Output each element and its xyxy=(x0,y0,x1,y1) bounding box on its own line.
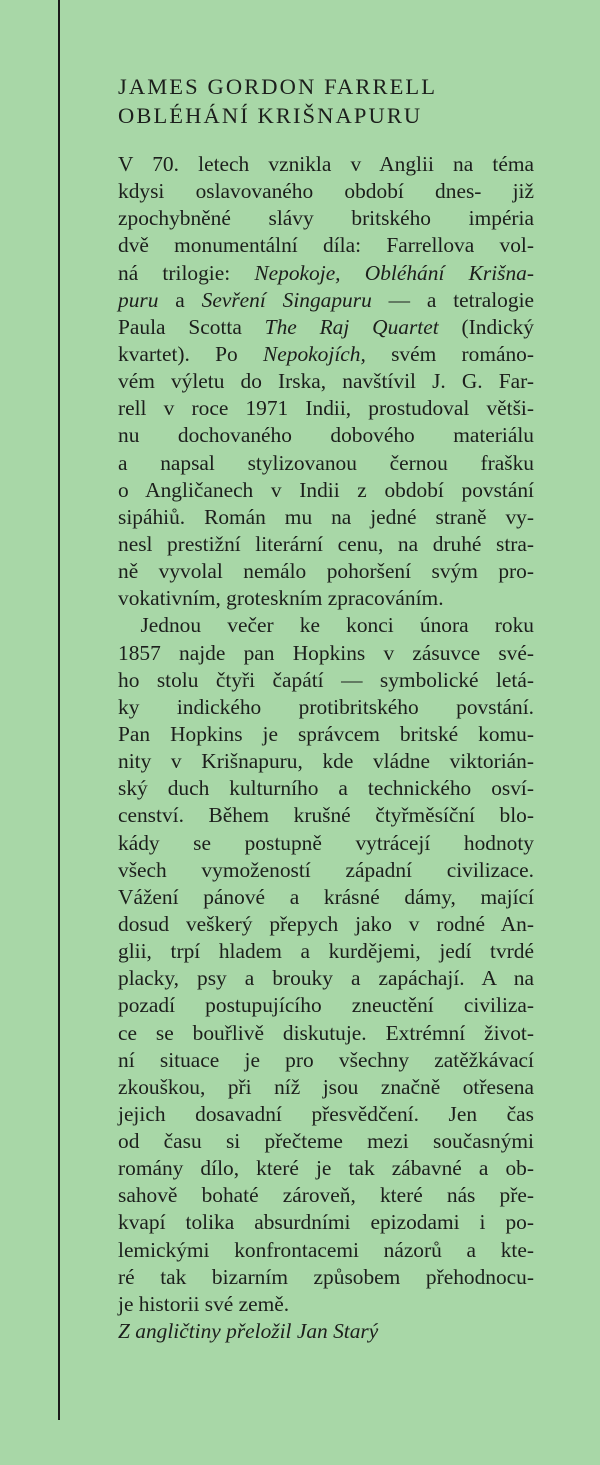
text-run: glii, trpí hladem a kurdějemi, jedí tvrdé xyxy=(118,939,534,964)
text-run: kády se postupně vytrácejí hodnoty xyxy=(118,830,534,855)
italic-text: Nepokoje, Obléhání Krišna- xyxy=(254,260,534,285)
text-line xyxy=(118,422,534,449)
text-run: Vážení pánové a krásné dámy, mající xyxy=(118,884,534,909)
text-line xyxy=(118,857,534,884)
text-line xyxy=(118,395,534,422)
text-line xyxy=(118,232,534,259)
text-run: a xyxy=(158,287,202,312)
text-run: jejich dosavadní přesvědčení. Jen čas xyxy=(118,1101,534,1126)
text-run: V 70. letech vznikla v Anglii na téma xyxy=(118,152,534,176)
text-run: nity v Krišnapuru, kde vládne viktorián- xyxy=(118,749,534,774)
text-line xyxy=(118,721,534,748)
text-line xyxy=(118,341,534,368)
text-run: ský duch kulturního a technického osví- xyxy=(118,776,534,801)
text-run: a napsal stylizovanou černou frašku xyxy=(118,450,534,475)
text-line xyxy=(118,531,534,558)
text-run: Pan Hopkins je správcem britské komu- xyxy=(118,721,534,746)
text-line xyxy=(118,450,534,477)
text-run: ní situace je pro všechny zatěžkávací xyxy=(118,1047,534,1072)
text-line xyxy=(118,314,534,341)
text-run: placky, psy a brouky a zapáchají. A na xyxy=(118,966,534,991)
text-line xyxy=(118,1291,534,1318)
italic-text: The Raj Quartet xyxy=(264,314,439,339)
text-line xyxy=(118,775,534,802)
italic-text: Nepokojích, xyxy=(263,341,366,366)
italic-text: Sevření Singapuru xyxy=(201,287,372,312)
text-run: svém románo- xyxy=(365,341,534,366)
text-line xyxy=(118,667,534,694)
text-run: 1857 najde pan Hopkins v zásuvce své- xyxy=(118,640,534,665)
text-line xyxy=(118,884,534,911)
text-run: vém výletu do Irska, navštívil J. G. Far- xyxy=(118,369,534,394)
text-run: kvartet). Po xyxy=(118,341,264,366)
text-line xyxy=(118,1047,534,1074)
text-line xyxy=(118,1209,534,1236)
text-run: zkouškou, při níž jsou značně otřesena xyxy=(118,1074,534,1099)
text-line xyxy=(118,585,534,612)
text-run: kdysi oslavovaného období dnes- již xyxy=(118,179,534,204)
text-run: lemickými konfrontacemi názorů a kte- xyxy=(118,1237,534,1262)
text-run: ré tak bizarním způsobem přehodnocu- xyxy=(118,1264,534,1289)
book-title: OBLÉHÁNÍ KRIŠNAPURU xyxy=(118,103,423,128)
text-run: dosud veškerý přepych jako v rodné An- xyxy=(118,911,534,936)
text-run: (Indický xyxy=(438,314,534,339)
text-line xyxy=(118,178,534,205)
text-run: — a tetralogie xyxy=(371,287,535,312)
text-run: kvapí tolika absurdními epizodami i po- xyxy=(118,1210,534,1235)
text-run: sipáhiů. Román mu na jedné straně vy- xyxy=(118,504,534,529)
text-line xyxy=(118,1264,534,1291)
text-line xyxy=(118,694,534,721)
book-header xyxy=(118,72,558,130)
text-run: od času si přečteme mezi současnými xyxy=(118,1129,534,1154)
text-run: Paula Scotta xyxy=(118,314,265,339)
text-line xyxy=(118,1155,534,1182)
text-line xyxy=(118,260,534,287)
text-run: romány dílo, které je tak zábavné a ob- xyxy=(118,1156,534,1181)
text-line xyxy=(118,965,534,992)
text-run: Jednou večer ke konci února roku xyxy=(140,613,534,638)
text-line xyxy=(118,911,534,938)
text-run: ce se bouřlivě diskutuje. Extrémní život- xyxy=(118,1020,534,1045)
text-run: ho stolu čtyři čapátí — symbolické letá- xyxy=(118,667,534,692)
text-line xyxy=(118,1182,534,1209)
spine-fold-line xyxy=(58,0,60,1420)
text-run: dvě monumentální díla: Farrellova vol- xyxy=(118,233,534,258)
text-line xyxy=(118,830,534,857)
text-run: ky indického protibritského povstání. xyxy=(118,694,534,719)
text-line xyxy=(118,477,534,504)
translator-credit: Z angličtiny přeložil Jan Starý xyxy=(118,1319,379,1344)
text-run: všech vymožeností západní civilizace. xyxy=(118,857,534,882)
text-line xyxy=(118,1237,534,1264)
text-run: nesl prestižní literární cenu, na druhé stra- xyxy=(118,531,534,556)
text-line xyxy=(118,640,534,667)
text-line xyxy=(118,748,534,775)
paragraph-plot xyxy=(118,612,534,1318)
text-run: sahově bohaté zároveň, které nás pře- xyxy=(118,1183,534,1208)
text-line xyxy=(118,151,534,178)
text-line xyxy=(118,287,534,314)
blurb-text xyxy=(118,151,534,1345)
text-line xyxy=(118,1074,534,1101)
text-run: o Angličanech v Indii z období povstání xyxy=(118,477,534,502)
text-line xyxy=(118,802,534,829)
text-run: pozadí postupujícího zneuctění civiliza- xyxy=(118,993,534,1018)
paragraph-intro xyxy=(118,151,534,612)
text-run: vokativním, groteskním zpracováním. xyxy=(118,586,444,611)
italic-text: puru xyxy=(118,287,159,312)
text-line xyxy=(118,205,534,232)
text-run: nu dochovaného dobového materiálu xyxy=(118,423,534,448)
text-run: ně vyvolal nemálo pohoršení svým pro- xyxy=(118,559,534,584)
text-line xyxy=(118,938,534,965)
text-run: ná trilogie: xyxy=(118,260,255,285)
text-line xyxy=(118,612,534,639)
text-line xyxy=(118,1020,534,1047)
text-run: cenství. Během krušné čtyřměsíční blo- xyxy=(118,803,534,828)
text-run: je historii své země. xyxy=(118,1291,290,1316)
text-line xyxy=(118,368,534,395)
text-run: rell v roce 1971 Indii, prostudoval větši- xyxy=(118,396,534,421)
text-run: zpochybněné slávy britského impéria xyxy=(118,206,534,231)
text-line xyxy=(118,558,534,585)
text-line xyxy=(118,1128,534,1155)
text-line xyxy=(118,1101,534,1128)
text-line xyxy=(118,992,534,1019)
text-line xyxy=(118,504,534,531)
author-name: JAMES GORDON FARRELL xyxy=(118,74,438,99)
